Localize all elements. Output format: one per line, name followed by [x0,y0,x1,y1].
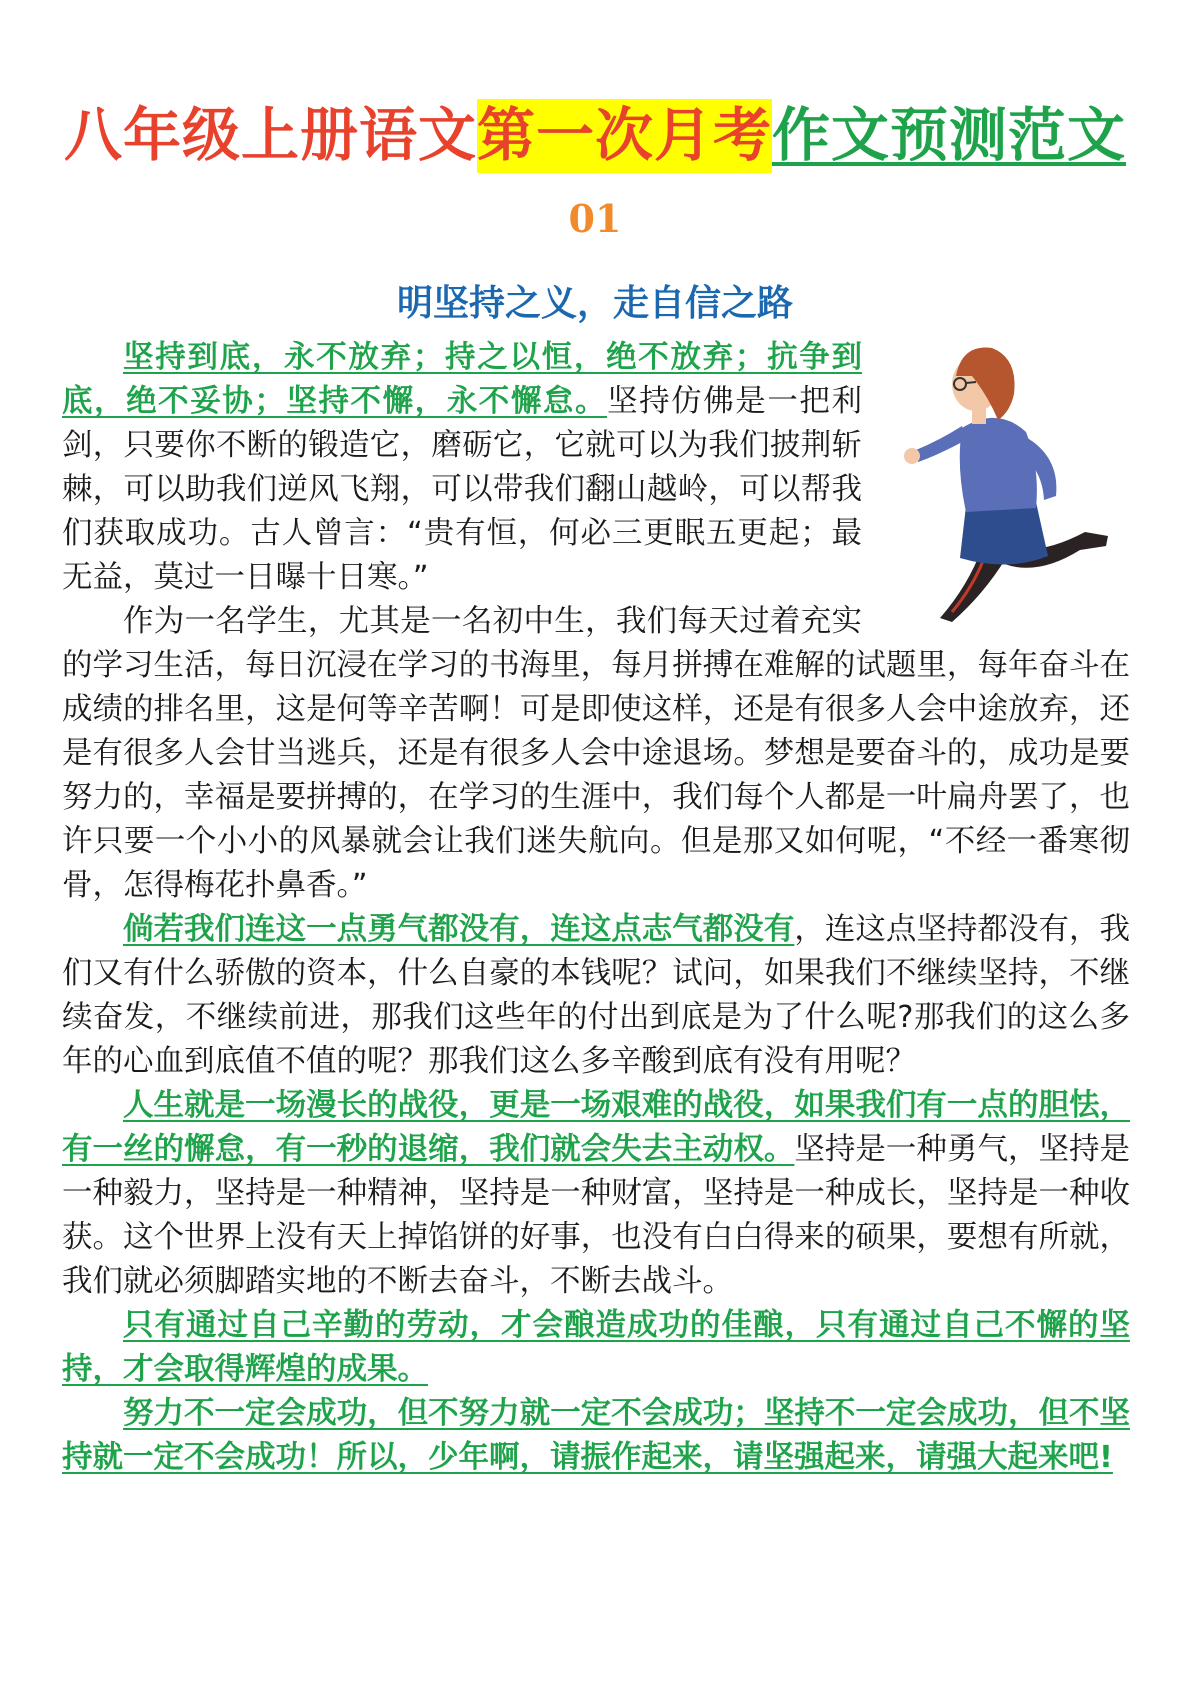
paragraph-3-text: ，连这点坚持都没有，我们又有什么骄傲的资本，什么自豪的本钱呢？试问，如果我们不继续坚持，不继续奋发，不继续前进，那我们这些年的付出到底是为了什么呢?那我们的这么多年的心血到底值不值的呢？那我们这么多辛酸到底有没有用呢？ [62,912,1130,1079]
essay-number: 01 [568,196,622,241]
paragraph-1-text: 坚持仿佛是一把利剑，只要你不断的锻造它，磨砺它，它就可以为我们披荆斩棘，可以助我们逆风飞翔，可以带我们翻山越岭，可以帮我们获取成功。古人曾言：“贵有恒，何必三更眠五更起；最无益，莫过一日曝十日寒。” [62,384,862,595]
title-part-grade: 八年级上册语文 [63,101,477,169]
paragraph-4 [62,1084,1130,1304]
paragraph-6 [62,1392,1130,1480]
title-part-essay: 作文预测范文 [772,101,1127,169]
essay-title: 明坚持之义，走自信之路 [396,282,793,324]
paragraph-3 [62,908,1130,1084]
paragraph-5-emphasis: 只有通过自己辛勤的劳动，才会酿造成功的佳酿，只有通过自己不懈的坚持，才会取得辉煌的成果。 [62,1308,1130,1387]
page-title [0,92,1190,178]
paragraph-4-text: 坚持是一种勇气，坚持是一种毅力，坚持是一种精神，坚持是一种财富，坚持是一种成长，坚持是一种收获。这个世界上没有天上掉馅饼的好事，也没有白白得来的硕果，要想有所就，我们就必须脚踏实地的不断去奋斗，不断去战斗。 [62,1132,1131,1299]
title-part-exam: 第一次月考 [477,99,772,173]
essay-body [62,336,1130,1480]
running-girl-icon [880,336,1130,624]
paragraph-6-emphasis: 努力不一定会成功，但不努力就一定不会成功；坚持不一定会成功，但不坚持就一定不会成功！所以，少年啊，请振作起来，请坚强起来，请强大起来吧! [62,1396,1130,1475]
running-girl-illustration [880,336,1130,624]
paragraph-5 [62,1304,1130,1392]
paragraph-2 [62,600,1130,908]
paragraph-3-emphasis: 倘若我们连这一点勇气都没有，连这点志气都没有 [123,912,795,947]
paragraph-2-text: 作为一名学生，尤其是一名初中生，我们每天过着充实的学习生活，每日沉浸在学习的书海里，每月拼搏在难解的试题里，每年奋斗在成绩的排名里，这是何等辛苦啊！可是即使这样，还是有很多人会中途放弃，还是有很多人会甘当逃兵，还是有很多人会中途退场。梦想是要奋斗的，成功是要努力的，幸福是要拼搏的，在学习的生涯中，我们每个人都是一叶扁舟罢了，也许只要一个小小的风暴就会让我们迷失航向。但是那又如何呢，“不经一番寒彻骨，怎得梅花扑鼻香。” [62,604,1130,903]
paragraph-4-emphasis: 人生就是一场漫长的战役，更是一场艰难的战役，如果我们有一点的胆怯，有一丝的懈怠，有一秒的退缩，我们就会失去主动权。 [62,1088,1130,1167]
paragraph-1-emphasis: 坚持到底，永不放弃；持之以恒，绝不放弃；抗争到底，绝不妥协；坚持不懈，永不懈怠。 [62,340,862,419]
